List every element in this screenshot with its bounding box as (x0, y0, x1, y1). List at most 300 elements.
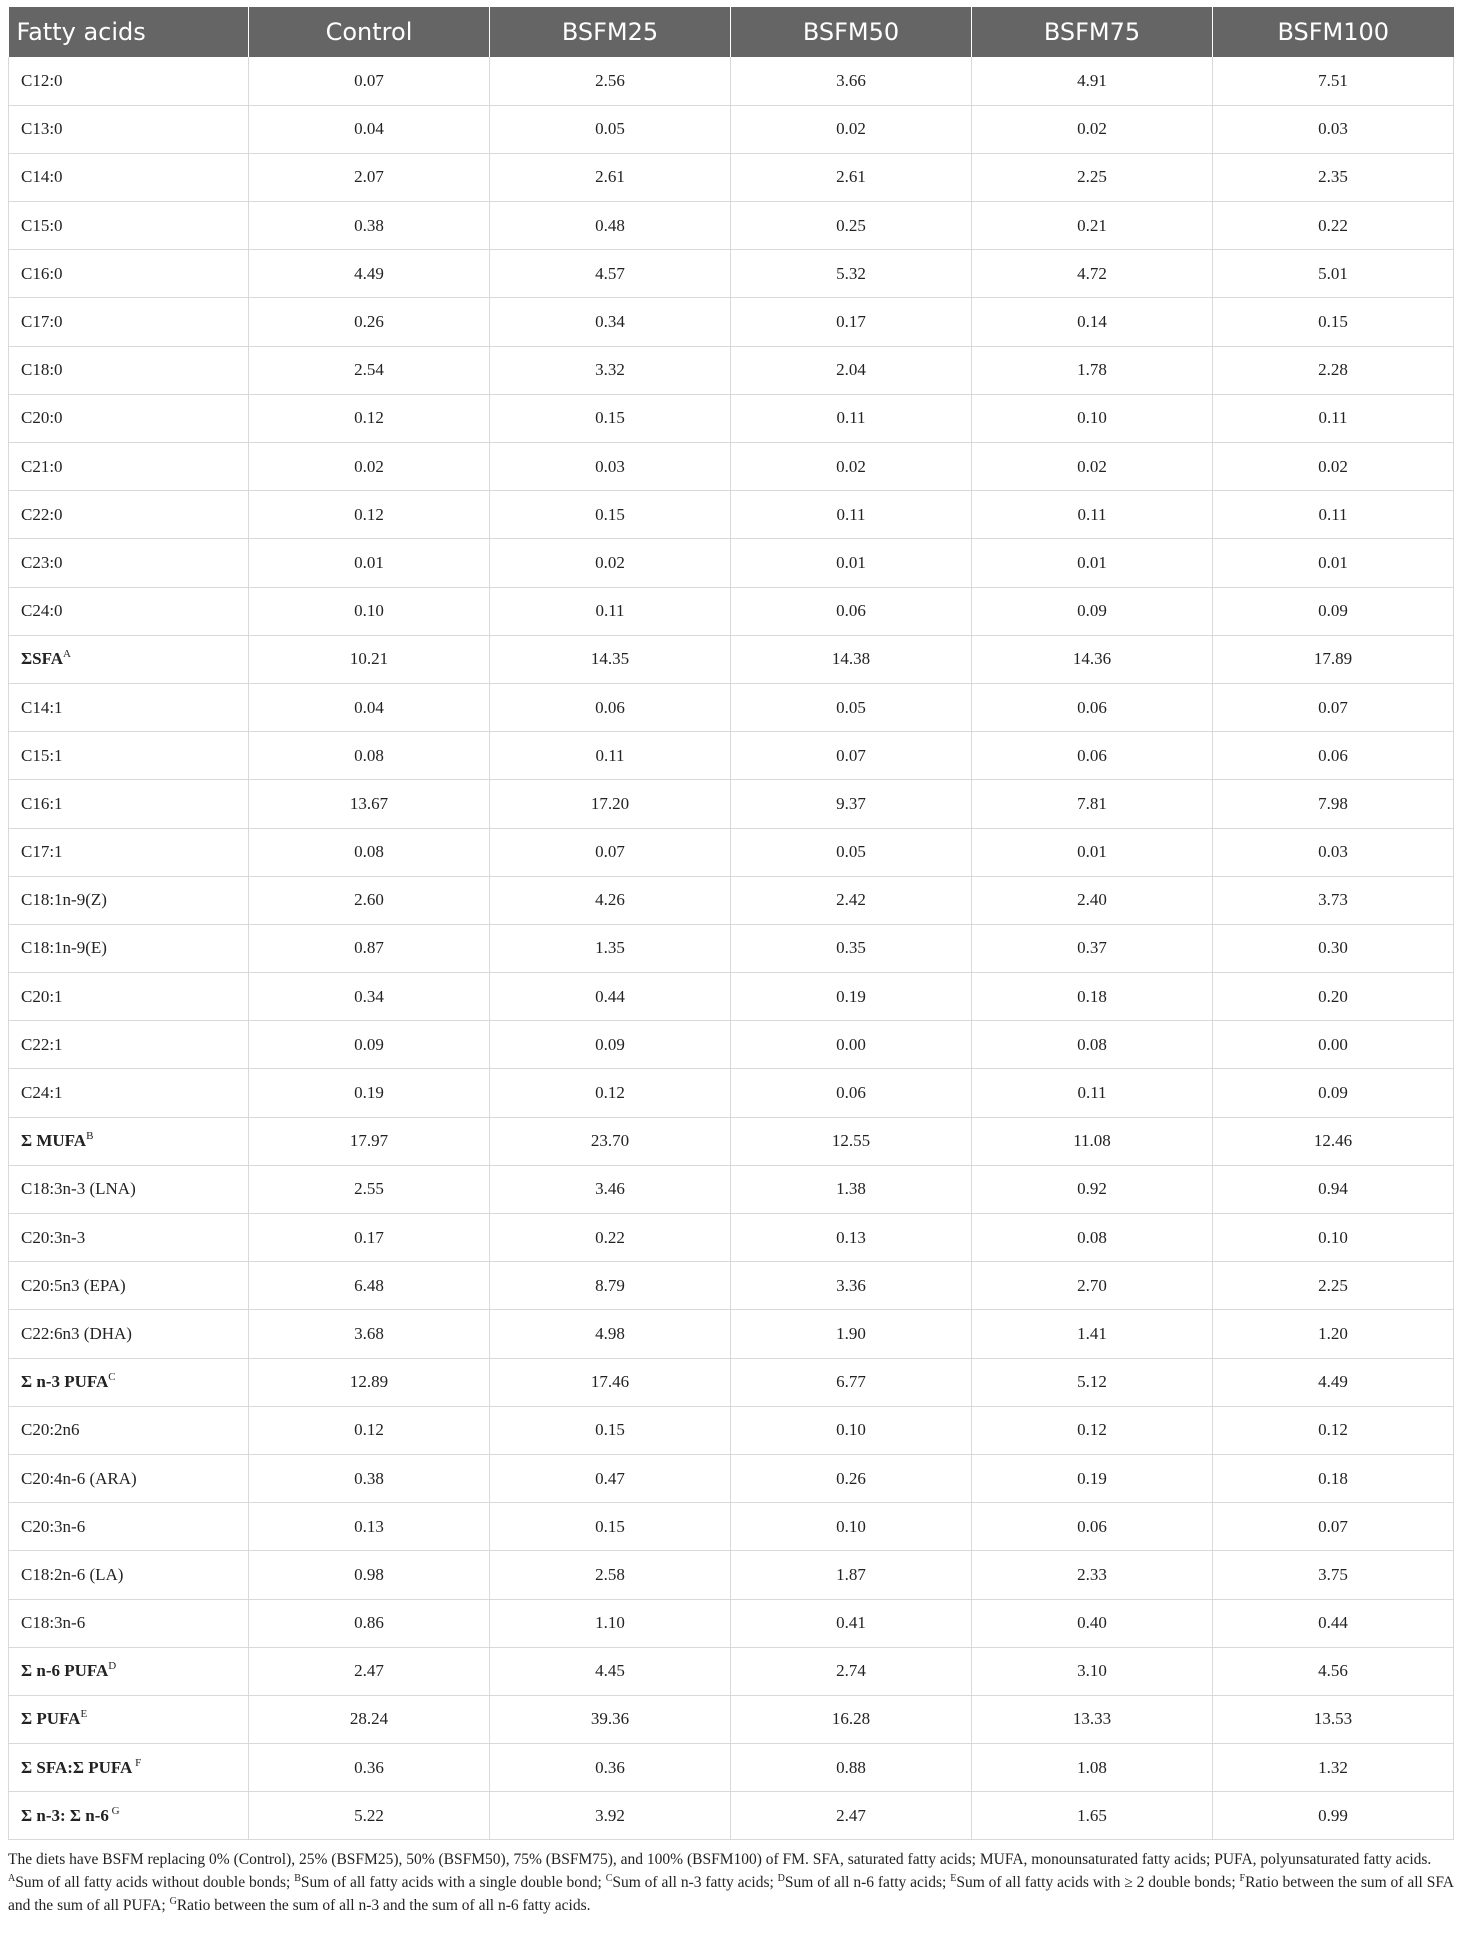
value-cell: 0.05 (731, 683, 972, 731)
value-cell: 0.34 (490, 298, 731, 346)
row-label-text: C15:0 (21, 215, 63, 235)
row-label-text: C20:0 (21, 408, 63, 428)
value-cell: 3.46 (490, 1165, 731, 1213)
value-cell: 1.20 (1213, 1310, 1454, 1358)
value-cell: 0.12 (249, 394, 490, 442)
value-cell: 0.02 (731, 443, 972, 491)
value-cell: 0.11 (1213, 394, 1454, 442)
value-cell: 0.08 (249, 732, 490, 780)
row-label-text: Σ n-3: Σ n-6 (21, 1805, 109, 1825)
value-cell: 0.98 (249, 1551, 490, 1599)
value-cell: 0.25 (731, 202, 972, 250)
row-label (9, 394, 249, 442)
value-cell: 2.60 (249, 876, 490, 924)
value-cell: 2.28 (1213, 346, 1454, 394)
value-cell: 4.91 (972, 57, 1213, 105)
value-cell: 1.87 (731, 1551, 972, 1599)
value-cell: 0.38 (249, 1454, 490, 1502)
table-row (9, 1744, 1454, 1792)
value-cell: 0.44 (1213, 1599, 1454, 1647)
row-label (9, 1262, 249, 1310)
value-cell: 0.09 (249, 1021, 490, 1069)
value-cell: 1.41 (972, 1310, 1213, 1358)
row-label (9, 1165, 249, 1213)
value-cell: 0.11 (972, 1069, 1213, 1117)
value-cell: 4.98 (490, 1310, 731, 1358)
value-cell: 12.46 (1213, 1117, 1454, 1165)
value-cell: 0.09 (972, 587, 1213, 635)
value-cell: 0.01 (1213, 539, 1454, 587)
value-cell: 0.30 (1213, 924, 1454, 972)
value-cell: 0.06 (731, 587, 972, 635)
table-row (9, 780, 1454, 828)
row-label-text: C18:3n-3 (LNA) (21, 1179, 136, 1199)
value-cell: 0.86 (249, 1599, 490, 1647)
value-cell: 4.72 (972, 250, 1213, 298)
value-cell: 3.68 (249, 1310, 490, 1358)
value-cell: 0.94 (1213, 1165, 1454, 1213)
row-label-text: C22:1 (21, 1034, 63, 1054)
value-cell: 0.06 (972, 1503, 1213, 1551)
row-label (9, 828, 249, 876)
row-label (9, 1792, 249, 1840)
footnote-text: Ratio between the sum of all SFA and the sum of all PUFA; (8, 1874, 1454, 1915)
value-cell: 0.04 (249, 683, 490, 731)
value-cell: 0.26 (249, 298, 490, 346)
table-row (9, 1214, 1454, 1262)
value-cell: 4.26 (490, 876, 731, 924)
table-row (9, 635, 1454, 683)
table-row (9, 346, 1454, 394)
header-cell: Fatty acids (9, 7, 249, 57)
table-row (9, 250, 1454, 298)
table-row (9, 876, 1454, 924)
value-cell: 3.73 (1213, 876, 1454, 924)
value-cell: 0.21 (972, 202, 1213, 250)
value-cell: 1.10 (490, 1599, 731, 1647)
value-cell: 0.13 (249, 1503, 490, 1551)
value-cell: 17.89 (1213, 635, 1454, 683)
value-cell: 1.65 (972, 1792, 1213, 1840)
table-row (9, 1503, 1454, 1551)
table-row (9, 1165, 1454, 1213)
fatty-acid-table (8, 7, 1454, 1840)
value-cell: 2.47 (249, 1647, 490, 1695)
row-label-text: C18:3n-6 (21, 1613, 86, 1633)
value-cell: 3.36 (731, 1262, 972, 1310)
row-label-text: C23:0 (21, 552, 63, 572)
value-cell: 0.05 (731, 828, 972, 876)
value-cell: 0.18 (1213, 1454, 1454, 1502)
value-cell: 0.12 (490, 1069, 731, 1117)
value-cell: 0.01 (972, 539, 1213, 587)
value-cell: 12.55 (731, 1117, 972, 1165)
document (8, 7, 1454, 1933)
row-label-text: C18:0 (21, 360, 63, 380)
value-cell: 0.22 (490, 1214, 731, 1262)
value-cell: 14.38 (731, 635, 972, 683)
table-footnote (8, 1848, 1454, 1917)
table-row (9, 1406, 1454, 1454)
value-cell: 0.19 (972, 1454, 1213, 1502)
value-cell: 0.02 (972, 105, 1213, 153)
row-label-text: Σ PUFA (21, 1709, 81, 1729)
value-cell: 0.12 (249, 1406, 490, 1454)
table-row (9, 1647, 1454, 1695)
row-label-text: C16:1 (21, 793, 63, 813)
value-cell: 0.06 (490, 683, 731, 731)
value-cell: 0.10 (1213, 1214, 1454, 1262)
table-row (9, 298, 1454, 346)
row-label-text: C22:6n3 (DHA) (21, 1323, 132, 1343)
value-cell: 0.00 (1213, 1021, 1454, 1069)
value-cell: 0.01 (731, 539, 972, 587)
value-cell: 0.15 (1213, 298, 1454, 346)
value-cell: 0.87 (249, 924, 490, 972)
value-cell: 4.49 (249, 250, 490, 298)
value-cell: 0.07 (490, 828, 731, 876)
value-cell: 2.61 (731, 153, 972, 201)
value-cell: 0.03 (490, 443, 731, 491)
value-cell: 0.12 (972, 1406, 1213, 1454)
value-cell: 0.09 (490, 1021, 731, 1069)
value-cell: 2.04 (731, 346, 972, 394)
row-label-text: C18:1n-9(Z) (21, 890, 107, 910)
value-cell: 1.35 (490, 924, 731, 972)
value-cell: 7.51 (1213, 57, 1454, 105)
footnote-marker: E (80, 1708, 88, 1721)
value-cell: 2.40 (972, 876, 1213, 924)
value-cell: 7.98 (1213, 780, 1454, 828)
table-row (9, 828, 1454, 876)
value-cell: 0.02 (490, 539, 731, 587)
value-cell: 0.08 (972, 1021, 1213, 1069)
value-cell: 2.07 (249, 153, 490, 201)
value-cell: 6.77 (731, 1358, 972, 1406)
value-cell: 0.47 (490, 1454, 731, 1502)
row-label (9, 491, 249, 539)
value-cell: 0.19 (731, 973, 972, 1021)
value-cell: 0.11 (1213, 491, 1454, 539)
table-row (9, 973, 1454, 1021)
value-cell: 16.28 (731, 1695, 972, 1743)
value-cell: 0.15 (490, 1406, 731, 1454)
row-label (9, 1406, 249, 1454)
row-label (9, 250, 249, 298)
value-cell: 17.20 (490, 780, 731, 828)
value-cell: 0.99 (1213, 1792, 1454, 1840)
row-label (9, 587, 249, 635)
value-cell: 0.15 (490, 1503, 731, 1551)
row-label (9, 1214, 249, 1262)
row-label-text: Σ SFA:Σ PUFA (21, 1757, 133, 1777)
value-cell: 0.10 (731, 1406, 972, 1454)
value-cell: 0.02 (249, 443, 490, 491)
value-cell: 0.02 (731, 105, 972, 153)
value-cell: 2.25 (972, 153, 1213, 201)
table-row (9, 1021, 1454, 1069)
value-cell: 3.92 (490, 1792, 731, 1840)
row-label-text: Σ n-6 PUFA (21, 1661, 109, 1681)
row-label (9, 298, 249, 346)
value-cell: 1.08 (972, 1744, 1213, 1792)
value-cell: 0.06 (972, 683, 1213, 731)
value-cell: 2.70 (972, 1262, 1213, 1310)
value-cell: 8.79 (490, 1262, 731, 1310)
value-cell: 0.36 (249, 1744, 490, 1792)
table-row (9, 1262, 1454, 1310)
table-row (9, 1695, 1454, 1743)
value-cell: 11.08 (972, 1117, 1213, 1165)
value-cell: 0.09 (1213, 1069, 1454, 1117)
value-cell: 23.70 (490, 1117, 731, 1165)
value-cell: 0.19 (249, 1069, 490, 1117)
value-cell: 0.88 (731, 1744, 972, 1792)
row-label (9, 1358, 249, 1406)
value-cell: 0.08 (972, 1214, 1213, 1262)
value-cell: 3.66 (731, 57, 972, 105)
row-label (9, 973, 249, 1021)
value-cell: 2.33 (972, 1551, 1213, 1599)
value-cell: 0.04 (249, 105, 490, 153)
table-row (9, 1069, 1454, 1117)
footnote-mark: E (950, 1873, 957, 1885)
table-row (9, 1454, 1454, 1502)
table-row (9, 539, 1454, 587)
value-cell: 0.10 (249, 587, 490, 635)
row-label-text: C20:1 (21, 986, 63, 1006)
value-cell: 4.57 (490, 250, 731, 298)
value-cell: 0.02 (1213, 443, 1454, 491)
value-cell: 17.46 (490, 1358, 731, 1406)
value-cell: 13.33 (972, 1695, 1213, 1743)
row-label-text: C24:0 (21, 601, 63, 621)
value-cell: 2.47 (731, 1792, 972, 1840)
value-cell: 0.14 (972, 298, 1213, 346)
value-cell: 0.15 (490, 491, 731, 539)
row-label (9, 1117, 249, 1165)
value-cell: 4.56 (1213, 1647, 1454, 1695)
value-cell: 2.74 (731, 1647, 972, 1695)
row-label-text: Σ MUFA (21, 1131, 87, 1151)
value-cell: 2.54 (249, 346, 490, 394)
value-cell: 13.67 (249, 780, 490, 828)
table-row (9, 153, 1454, 201)
row-label-text: C20:3n-6 (21, 1516, 86, 1536)
row-label (9, 153, 249, 201)
row-label (9, 1647, 249, 1695)
row-label-text: C20:5n3 (EPA) (21, 1275, 126, 1295)
row-label (9, 1310, 249, 1358)
value-cell: 17.97 (249, 1117, 490, 1165)
footnote-text: Sum of all n-3 fatty acids; (612, 1874, 778, 1892)
value-cell: 28.24 (249, 1695, 490, 1743)
value-cell: 0.01 (972, 828, 1213, 876)
table-row (9, 1117, 1454, 1165)
value-cell: 2.58 (490, 1551, 731, 1599)
value-cell: 0.06 (1213, 732, 1454, 780)
header-cell: BSFM100 (1277, 18, 1390, 46)
row-label-text: C20:3n-3 (21, 1227, 86, 1247)
value-cell: 5.22 (249, 1792, 490, 1840)
row-label-text: C13:0 (21, 119, 63, 139)
footnote-marker: F (132, 1756, 142, 1769)
table-row (9, 1358, 1454, 1406)
footnote-mark: G (169, 1896, 177, 1908)
value-cell: 0.00 (731, 1021, 972, 1069)
value-cell: 0.34 (249, 973, 490, 1021)
table-row (9, 587, 1454, 635)
value-cell: 4.45 (490, 1647, 731, 1695)
value-cell: 0.10 (731, 1503, 972, 1551)
value-cell: 5.12 (972, 1358, 1213, 1406)
row-label (9, 683, 249, 731)
footnote-marker: D (108, 1660, 117, 1673)
table-row (9, 394, 1454, 442)
value-cell: 0.08 (249, 828, 490, 876)
footnote-marker: C (108, 1371, 116, 1384)
table-row (9, 732, 1454, 780)
value-cell: 0.07 (249, 57, 490, 105)
table-row (9, 924, 1454, 972)
value-cell: 3.75 (1213, 1551, 1454, 1599)
value-cell: 0.38 (249, 202, 490, 250)
header-cell: Control (249, 7, 490, 57)
value-cell: 0.20 (1213, 973, 1454, 1021)
value-cell: 0.12 (249, 491, 490, 539)
value-cell: 1.78 (972, 346, 1213, 394)
header-cell: BSFM50 (731, 7, 972, 57)
value-cell: 0.17 (731, 298, 972, 346)
row-label-text: C18:2n-6 (LA) (21, 1564, 124, 1584)
row-label (9, 1599, 249, 1647)
footnote-mark: A (8, 1873, 16, 1885)
value-cell: 0.48 (490, 202, 731, 250)
value-cell: 5.01 (1213, 250, 1454, 298)
table-row (9, 1599, 1454, 1647)
footnote-mark: F (1239, 1873, 1246, 1885)
row-label (9, 1744, 249, 1792)
row-label-text: Σ n-3 PUFA (21, 1372, 109, 1392)
value-cell: 0.05 (490, 105, 731, 153)
value-cell: 14.35 (490, 635, 731, 683)
value-cell: 0.11 (972, 491, 1213, 539)
value-cell: 0.07 (1213, 683, 1454, 731)
row-label (9, 1021, 249, 1069)
value-cell: 0.06 (972, 732, 1213, 780)
value-cell: 1.32 (1213, 1744, 1454, 1792)
table-row (9, 443, 1454, 491)
value-cell: 0.26 (731, 1454, 972, 1502)
row-label-text: C16:0 (21, 263, 63, 283)
value-cell: 1.90 (731, 1310, 972, 1358)
table-row (9, 1551, 1454, 1599)
row-label (9, 443, 249, 491)
value-cell: 0.15 (490, 394, 731, 442)
row-label (9, 635, 249, 683)
row-label (9, 202, 249, 250)
row-label (9, 1695, 249, 1743)
row-label-text: C14:1 (21, 697, 63, 717)
value-cell: 0.13 (731, 1214, 972, 1262)
value-cell: 0.22 (1213, 202, 1454, 250)
row-label-text: C15:1 (21, 745, 63, 765)
value-cell: 0.11 (731, 491, 972, 539)
value-cell: 4.49 (1213, 1358, 1454, 1406)
row-label-text: C12:0 (21, 70, 63, 90)
footnote-text: Ratio between the sum of all n-3 and the sum of all n-6 fatty acids. (176, 1897, 591, 1915)
row-label-text: C18:1n-9(E) (21, 938, 107, 958)
table-row (9, 1310, 1454, 1358)
value-cell: 0.37 (972, 924, 1213, 972)
value-cell: 0.44 (490, 973, 731, 1021)
value-cell: 0.07 (1213, 1503, 1454, 1551)
value-cell: 3.32 (490, 346, 731, 394)
footnote-text: Sum of all fatty acids without double bonds; (15, 1874, 295, 1892)
table-row (9, 105, 1454, 153)
row-label-text: C20:4n-6 (ARA) (21, 1468, 137, 1488)
row-label-text: C24:1 (21, 1083, 63, 1103)
value-cell: 0.92 (972, 1165, 1213, 1213)
value-cell: 3.10 (972, 1647, 1213, 1695)
value-cell: 10.21 (249, 635, 490, 683)
footnote-marker: G (108, 1804, 120, 1817)
value-cell: 9.37 (731, 780, 972, 828)
footnote-mark: D (777, 1873, 785, 1885)
value-cell: 6.48 (249, 1262, 490, 1310)
value-cell: 0.03 (1213, 828, 1454, 876)
row-label (9, 924, 249, 972)
value-cell: 0.35 (731, 924, 972, 972)
table-row (9, 683, 1454, 731)
value-cell: 2.56 (490, 57, 731, 105)
value-cell: 1.38 (731, 1165, 972, 1213)
value-cell: 5.32 (731, 250, 972, 298)
table-row (9, 57, 1454, 105)
footnote-notes (8, 1874, 1453, 1914)
footnote-text: Sum of all fatty acids with a single double bond; (300, 1874, 606, 1892)
footnote-intro: The diets have BSFM replacing 0% (Control), 25% (BSFM25), 50% (BSFM50), 75% (BSFM75), and 100% (BSFM100) of FM. SFA, saturated fatty acids; MUFA, monounsaturated fatty acids; PUFA, polyunsaturated fatty acids. (8, 1851, 1432, 1869)
row-label (9, 876, 249, 924)
value-cell: 0.11 (490, 587, 731, 635)
row-label (9, 732, 249, 780)
footnote-mark: B (294, 1873, 301, 1885)
row-label-text: C21:0 (21, 456, 63, 476)
value-cell: 0.02 (972, 443, 1213, 491)
value-cell: 2.61 (490, 153, 731, 201)
value-cell: 13.53 (1213, 1695, 1454, 1743)
value-cell: 0.18 (972, 973, 1213, 1021)
table-row (9, 491, 1454, 539)
value-cell: 2.35 (1213, 153, 1454, 201)
header-cell: BSFM75 (972, 7, 1213, 57)
footnote-marker: A (62, 648, 71, 661)
value-cell: 2.42 (731, 876, 972, 924)
header-cell: BSFM25 (490, 7, 731, 57)
value-cell: 39.36 (490, 1695, 731, 1743)
row-label (9, 1503, 249, 1551)
value-cell: 0.01 (249, 539, 490, 587)
table-header (9, 7, 1454, 57)
value-cell: 0.11 (731, 394, 972, 442)
value-cell: 0.40 (972, 1599, 1213, 1647)
value-cell: 0.12 (1213, 1406, 1454, 1454)
value-cell: 12.89 (249, 1358, 490, 1406)
value-cell: 0.11 (490, 732, 731, 780)
footnote-mark: C (605, 1873, 613, 1885)
row-label (9, 539, 249, 587)
value-cell: 0.07 (731, 732, 972, 780)
